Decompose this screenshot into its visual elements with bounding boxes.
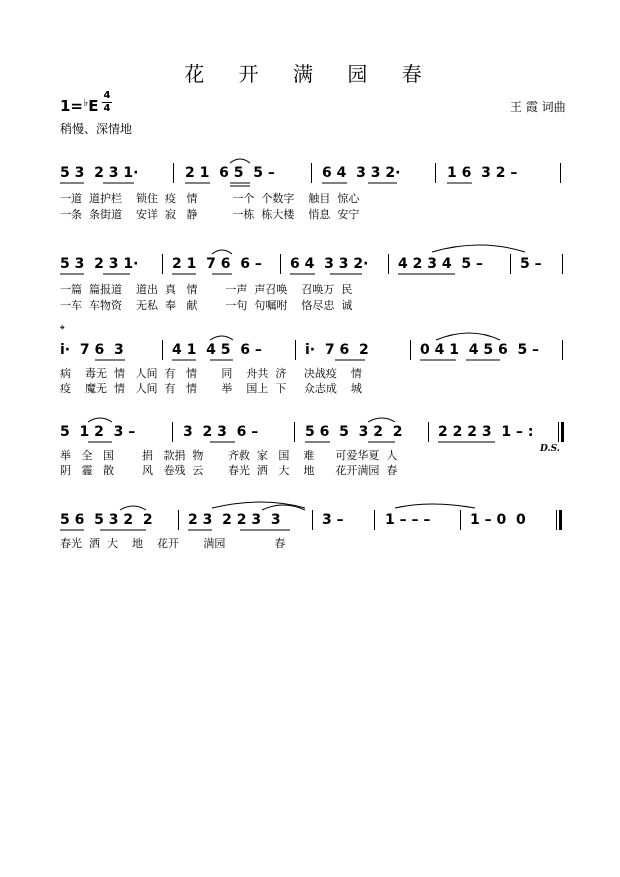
barline [162, 340, 163, 360]
barline [510, 254, 511, 274]
measure-1-3: 6 4 3 3 2· [322, 165, 401, 181]
barline [410, 340, 411, 360]
barline [562, 254, 563, 274]
barline [312, 510, 313, 530]
measure-2-1: 5 3 2 3 1· [60, 256, 139, 272]
barline [562, 340, 563, 360]
measure-3-3: i· 7 6 2 [305, 342, 369, 358]
barline [178, 510, 179, 530]
barline [556, 510, 557, 530]
barline [374, 510, 375, 530]
barline [162, 254, 163, 274]
barline [460, 510, 461, 530]
lyrics-verse-2: 一条 条街道 安详 寂 静 一栋 栋大楼 悄息 安宁 [60, 208, 360, 221]
measure-2-4: 4 2 3 4 5 – [398, 256, 483, 272]
key-prefix: 1= [60, 97, 84, 115]
barline [173, 163, 174, 183]
time-signature [102, 91, 112, 114]
barline [560, 163, 561, 183]
lyrics-verse-2: 一车 车物资 无私 奉 献 一句 句嘱咐 恪尽忠 诚 [60, 299, 353, 312]
measure-1-2: 2 1 6 5 5 – [185, 165, 275, 181]
barline [280, 254, 281, 274]
lyrics-verse-1: 一篇 篇报道 道出 真 情 一声 声召唤 召唤万 民 [60, 283, 353, 296]
lyrics-verse-2: 疫 魔无 情 人间 有 情 举 国上 下 众志成 城 [60, 382, 362, 395]
measure-5-5: 1 – 0 0 [470, 512, 526, 528]
barline [435, 163, 436, 183]
measure-4-3: 5 6 5 3 2 2 [305, 424, 403, 440]
measure-2-5: 5 – [520, 256, 542, 272]
barline [295, 340, 296, 360]
measure-5-1: 5 6 5 3 2 2 [60, 512, 153, 528]
barline [558, 422, 559, 442]
lyrics-verse-1: 举 全 国 捐 款捐 物 齐救 家 国 难 可爱华夏 人 [60, 449, 398, 462]
barline [428, 422, 429, 442]
key-note: E [88, 97, 99, 115]
measure-5-3: 3 – [322, 512, 344, 528]
barline [311, 163, 312, 183]
measure-5-2: 2 3 2 2 3 3 [188, 512, 281, 528]
repeat-end-barline [561, 422, 564, 442]
barline [388, 254, 389, 274]
measure-2-3: 6 4 3 3 2· [290, 256, 369, 272]
composer-credit: 王 霞 词曲 [510, 100, 566, 114]
lyrics-verse-1: 春光 洒 大 地 花开 满园 春 [60, 537, 286, 550]
measure-1-1: 5 3 2 3 1· [60, 165, 139, 181]
measure-4-4: 2 2 2 3 1 – : [438, 424, 534, 440]
lyrics-verse-1: 病 毒无 情 人间 有 情 同 舟共 济 决战疫 情 [60, 367, 362, 380]
measure-4-1: 5 1 2 3 – [60, 424, 136, 440]
barline [172, 422, 173, 442]
key-signature [60, 96, 98, 115]
coda-sign: 𝄌 [60, 323, 65, 338]
song-title: 花 开 满 园 春 [184, 62, 436, 86]
tempo-marking: 稍慢、深情地 [60, 122, 133, 136]
measure-4-2: 3 2 3 6 – [183, 424, 259, 440]
final-barline [559, 510, 562, 530]
measure-5-4: 1 – – – [385, 512, 431, 528]
measure-2-2: 2 1 7 6 6 – [172, 256, 262, 272]
flat-symbol: ♭ [83, 96, 89, 109]
time-signature-bottom: 4 [103, 103, 111, 114]
measure-3-2: 4 1 4 5 6 – [172, 342, 262, 358]
ds-marking: D.S. [540, 444, 560, 454]
time-signature-top: 4 [103, 90, 111, 101]
barline [294, 422, 295, 442]
measure-3-1: i· 7 6 3 [60, 342, 124, 358]
measure-1-4: 1 6 3 2 – [447, 165, 518, 181]
measure-3-4: 0 4 1 4 5 6 5 – [420, 342, 540, 358]
lyrics-verse-1: 一道 道护栏 锁住 疫 情 一个 个数字 触目 惊心 [60, 192, 360, 205]
lyrics-verse-2: 阴 霾 散 风 卷残 云 春光 洒 大 地 花开满园 春 [60, 464, 398, 477]
